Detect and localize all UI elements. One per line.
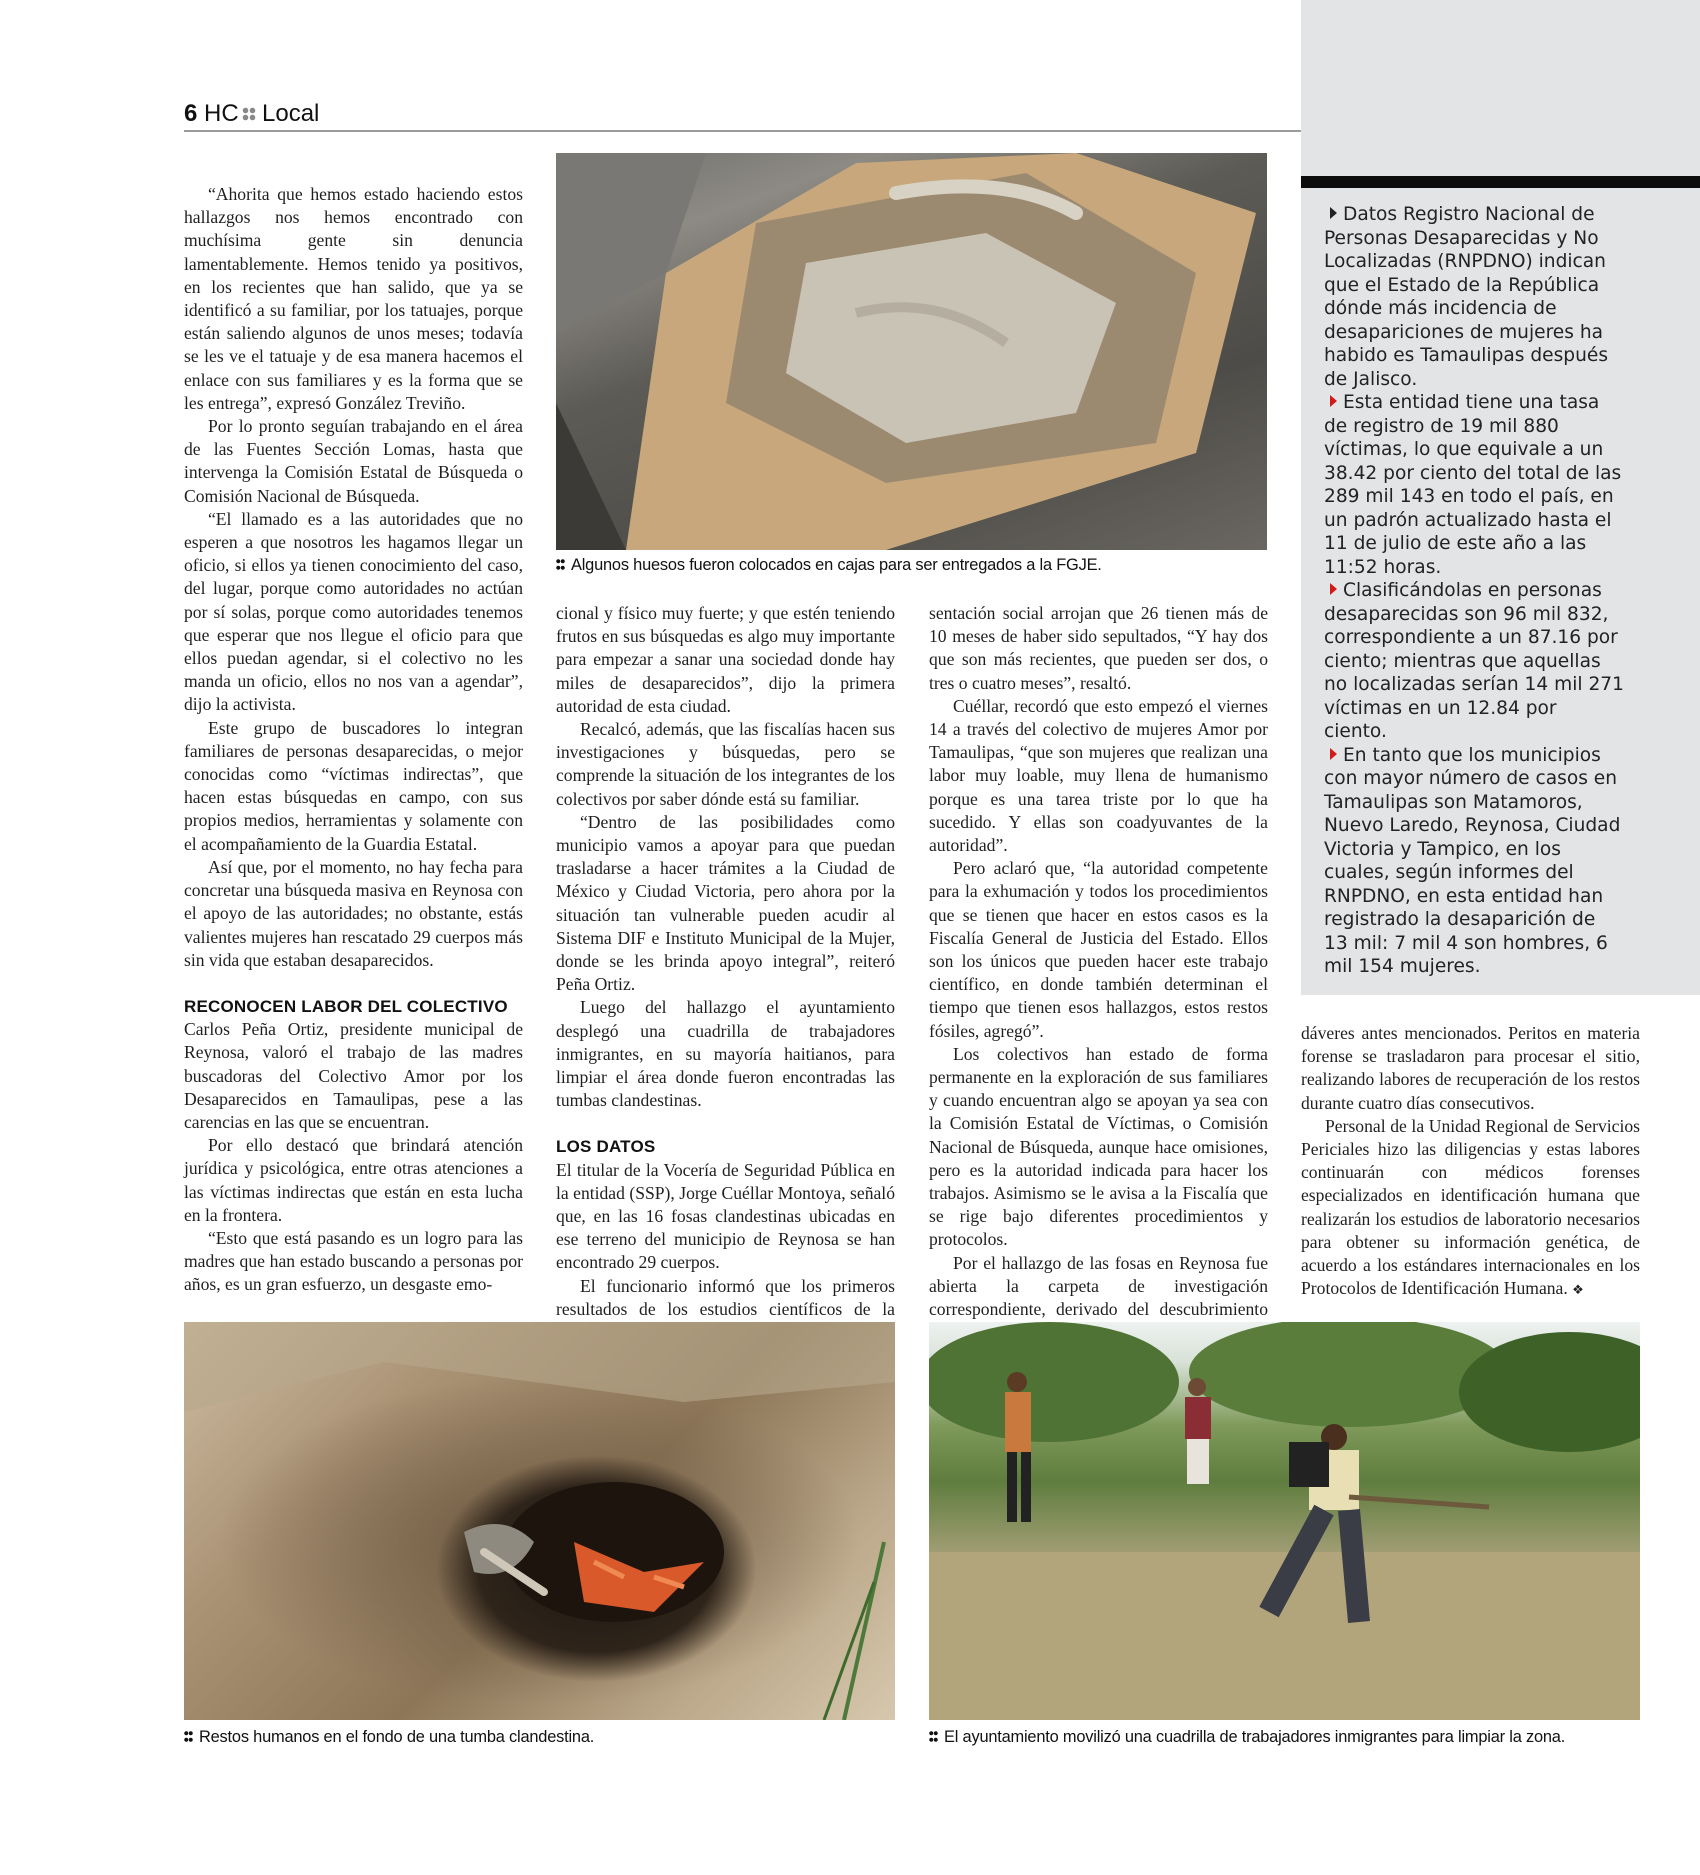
paragraph: sentación social arrojan que 26 tienen más de 10 meses de haber sido sepultados, “Y hay dos que son más recientes, que pueden ser dos, o tres o cuatro meses”, resaltó.: [929, 603, 1268, 693]
triangle-bullet-icon: [1330, 583, 1337, 595]
paragraph: “Esto que está pasando es un logro para las madres que han estado buscando a personas por años, es un gran esfuerzo, un desgaste emo-: [184, 1227, 523, 1295]
paragraph: Luego del hallazgo el ayuntamiento desplegó una cuadrilla de trabajadores inmigrantes, en su mayoría haitianos, para limpiar el área donde fueron encontradas las tumbas clandestinas.: [556, 997, 895, 1111]
paragraph: Este grupo de buscadores lo integran familiares de personas desaparecidas, o mejor conocidas como “víctimas indirectas”, que hacen estas búsquedas en campo, con sus propios medios, herramientas y solamente con el acompañamiento de la Guardia Estatal.: [184, 717, 523, 854]
caption-dots-icon: [556, 558, 565, 571]
article-column-2: [556, 602, 895, 1344]
triangle-bullet-icon: [1330, 748, 1337, 760]
page-number: 6: [184, 100, 198, 127]
paragraph: Pero aclaró que, “la autoridad competente para la exhumación y todos los procedimientos que se tienen que hacer en estos casos es la Fiscalía General de Justicia del Estado. Ellos son los únicos que pueden hacer este trabajo científico, en donde también determinan el tiempo que tienen esos hallazgos, estos restos fósiles, agregó”.: [929, 858, 1268, 1041]
sidebar-item: Clasificándolas en personas desaparecidas son 96 mil 832, correspondiente a un 87.16 por ciento; mientras que aquellas no localizadas serían 14 mil 271 víctimas en un 12.84 por ciento.: [1324, 580, 1624, 742]
sidebar-item: Datos Registro Nacional de Personas Desaparecidas y No Localizadas (RNPDNO) indican que el Estado de la República dónde más incidencia de desapariciones de mujeres ha habido es Tamaulipas después de Jalisco.: [1324, 204, 1609, 390]
paragraph: Personal de la Unidad Regional de Servicios Periciales hizo las diligencias y estas labores continuarán con médicos forenses especializados en identificación humana que realizarán los estudios de laboratorio necesarios para obtener su información genética, de acuerdo a los estándares internacionales en los Protocolos de Identificación Humana. ❖: [1301, 1115, 1640, 1299]
photo-bones-in-boxes-illustration: [556, 153, 1267, 550]
article-column-4: [1301, 1022, 1640, 1302]
caption-boxes: Algunos huesos fueron colocados en cajas para ser entregados a la FGJE.: [556, 556, 1102, 575]
sidebar-item: En tanto que los municipios con mayor número de casos en Tamaulipas son Matamoros, Nuevo Laredo, Reynosa, Ciudad Victoria y Tampico, en los cuales, según informes del RNPDNO, en esta entidad han registrado la desaparición de 13 mil: 7 mil 4 son hombres, 6 mil 154 mujeres.: [1324, 744, 1621, 977]
paragraph: Por lo pronto seguían trabajando en el área de las Fuentes Sección Lomas, hasta que intervenga la Comisión Estatal de Búsqueda o Comisión Nacional de Búsqueda.: [184, 416, 523, 506]
caption-dots-icon: [184, 1730, 193, 1743]
triangle-bullet-icon: [1330, 395, 1337, 407]
triangle-bullet-icon: [1330, 207, 1337, 219]
newspaper-brand: HC: [204, 100, 239, 127]
sidebar-list: [1324, 203, 1624, 979]
paragraph: Cuéllar, recordó que esto empezó el viernes 14 a través del colectivo de mujeres Amor por Tamaulipas, “que son mujeres que realizan una labor muy loable, muy llena de humanismo porque es una tarea triste por lo que ha sucedido. Y ellas son coadyuvantes de la autoridad”.: [929, 695, 1268, 856]
section-title: Local: [262, 100, 320, 127]
paragraph: Así que, por el momento, no hay fecha para concretar una búsqueda masiva en Reynosa con el apoyo de las autoridades; no obstante, estás valientes mujeres han rescatado 29 cuerpos más sin vida que estaban desaparecidos.: [184, 856, 523, 970]
caption-workers: El ayuntamiento movilizó una cuadrilla de trabajadores inmigrantes para limpiar la zona.: [929, 1728, 1565, 1747]
subheading: RECONOCEN LABOR DEL COLECTIVO: [184, 996, 508, 1016]
photo-clandestine-grave: [184, 1322, 895, 1720]
paragraph: Carlos Peña Ortiz, presidente municipal de Reynosa, valoró el trabajo de las madres buscadoras del Colectivo Amor por los Desaparecidos en Tamaulipas, pese a las carencias en las que se encuentran.: [184, 1019, 523, 1132]
paragraph: El funcionario informó que los primeros resultados de los estudios científicos de la: [556, 1275, 895, 1319]
article-column-1: [184, 183, 523, 1297]
photo-workers-clearing-illustration: [929, 1322, 1640, 1720]
paragraph: “Dentro de las posibilidades como municipio vamos a apoyar para que puedan trasladarse a hacer trámites a la Ciudad de México y Ciudad Victoria, pero ahora por la situación tan vulnerable pueden acudir al Sistema DIF e Instituto Municipal de la Mujer, donde se les brinda apoyo integral”, reiteró Peña Ortiz.: [556, 811, 895, 995]
paragraph: El titular de la Vocería de Seguridad Pública en la entidad (SSP), Jorge Cuéllar Montoya, señaló que, en las 16 fosas clandestinas ubicadas en ese terreno del municipio de Reynosa se han encontrado 29 cuerpos.: [556, 1159, 895, 1273]
paragraph: cional y físico muy fuerte; y que estén teniendo frutos en sus búsquedas es algo muy importante para empezar a sanar una sociedad donde hay miles de desaparecidos”, dijo la primera autoridad de esta ciudad.: [556, 603, 895, 716]
photo-clandestine-grave-illustration: [184, 1322, 895, 1720]
sidebar-top-bar: [1301, 176, 1700, 188]
sidebar-item: Esta entidad tiene una tasa de registro de 19 mil 880 víctimas, lo que equivale a un 38.42 por ciento del total de las 289 mil 143 en todo el país, en un padrón actualizado hasta el 11 de julio de este año a las 11:52 horas.: [1324, 392, 1622, 578]
photo-bones-in-boxes: [556, 153, 1267, 550]
dots-separator-icon: [242, 107, 256, 121]
caption-grave: Restos humanos en el fondo de una tumba clandestina.: [184, 1728, 594, 1747]
caption-dots-icon: [929, 1730, 938, 1743]
paragraph: Por el hallazgo de las fosas en Reynosa fue abierta la carpeta de investigación correspondiente, derivado del descubrimiento: [929, 1252, 1268, 1320]
paragraph: Por ello destacó que brindará atención jurídica y psicológica, entre otras atenciones a las víctimas indirectas que están en esta lucha en la frontera.: [184, 1135, 523, 1225]
paragraph: Recalcó, además, que las fiscalías hacen sus investigaciones y búsquedas, pero se comprende la situación de los integrantes de los colectivos por saber dónde está su familiar.: [556, 719, 895, 809]
paragraph: Los colectivos han estado de forma permanente en la exploración de sus familiares y cuando encuentran algo se apoyan ya sea con la Comisión Estatal de Víctimas, o Comisión Nacional de Búsqueda, aunque hace omisiones, pero es la autoridad indicada para hacer los trabajos. Asimismo se le avisa a la Fiscalía que se rige bajo diferentes procedimientos y protocolos.: [929, 1043, 1268, 1250]
end-of-article-icon: ❖: [1572, 1283, 1584, 1299]
article-column-3: [929, 602, 1268, 1345]
paragraph: dáveres antes mencionados. Peritos en materia forense se trasladaron para procesar el sitio, realizando labores de recuperación de los restos durante cuatro días consecutivos.: [1301, 1023, 1640, 1113]
paragraph: “El llamado es a las autoridades que no esperen a que nosotros les hagamos llegar un oficio, si ellos ya tienen conocimiento del caso, del lugar, porque como autoridades no actúan por sí solas, porque como autoridades tenemos que esperar que nos llegue el oficio para que ellos puedan agendar, si el colectivo no les manda un oficio, ellos no nos van a agendar”, dijo la activista.: [184, 508, 523, 715]
subheading: LOS DATOS: [556, 1137, 656, 1157]
paragraph: “Ahorita que hemos estado haciendo estos hallazgos nos hemos encontrado con muchísima gente sin denuncia lamentablemente. Hemos tenido ya positivos, en los recientes que han salido, que ya se identificó a su familiar, por los tatuajes, porque están saliendo algunos de unos meses; todavía se les ve el tatuaje y de esa manera hacemos el enlace con sus familiares y es la forma que se les entrega”, expresó González Treviño.: [184, 184, 523, 413]
photo-workers-clearing: [929, 1322, 1640, 1720]
